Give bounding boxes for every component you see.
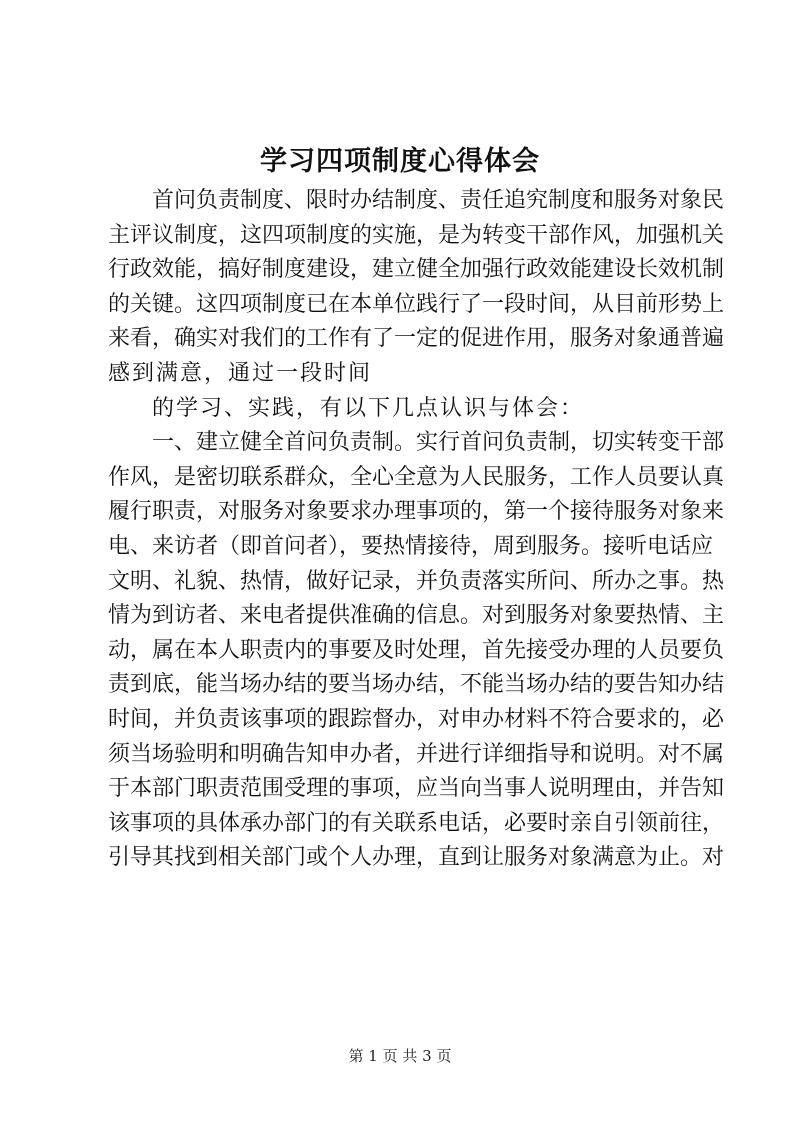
document-body [108,184,725,876]
body-line-5: 来看，确实对我们的工作有了一定的促进作用，服务对象通普遍 [108,326,725,352]
body-line-14: 动，属在本人职责内的事要及时处理，首先接受办理的人员要负 [108,637,725,663]
body-line-18: 于本部门职责范围受理的事项，应当向当事人说明理由，并告知 [108,776,725,802]
body-line-19: 该事项的具体承办部门的有关联系电话，必要时亲自引领前往， [108,810,725,836]
body-line-12: 文明、礼貌、热情，做好记录，并负责落实所问、所办之事。热 [108,568,725,594]
body-line-3: 行政效能，搞好制度建设，建立健全加强行政效能建设长效机制 [108,257,725,283]
document-title: 学习四项制度心得体会 [260,146,540,177]
body-line-11: 电、来访者（即首问者），要热情接待，周到服务。接听电话应 [108,533,714,559]
body-line-6: 感到满意，通过一段时间 [108,360,373,386]
body-line-13: 情为到访者、来电者提供准确的信息。对到服务对象要热情、主 [108,603,725,629]
body-line-2: 主评议制度，这四项制度的实施，是为转变干部作风，加强机关 [108,222,725,248]
body-line-16: 时间，并负责该事项的跟踪督办，对申办材料不符合要求的，必 [108,706,725,732]
body-line-4: 的关键。这四项制度已在本单位践行了一段时间，从目前形势上 [108,291,725,317]
body-line-10: 履行职责，对服务对象要求办理事项的，第一个接待服务对象来 [108,499,725,525]
body-line-20: 引导其找到相关部门或个人办理，直到让服务对象满意为止。对 [108,845,725,871]
body-line-7: 的学习、实践，有以下几点认识与体会： [152,395,585,421]
body-line-15: 责到底，能当场办结的要当场办结，不能当场办结的要告知办结 [108,672,725,698]
body-line-17: 须当场验明和明确告知申办者，并进行详细指导和说明。对不属 [108,741,725,767]
body-line-1: 首问负责制度、限时办结制度、责任追究制度和服务对象民 [152,188,725,213]
body-line-9: 作风，是密切联系群众，全心全意为人民服务，工作人员要认真 [108,464,725,490]
body-line-8: 一、建立健全首问负责制。实行首问负责制，切实转变干部 [152,430,725,456]
page-number-footer: 第 1 页 共 3 页 [348,1047,452,1065]
